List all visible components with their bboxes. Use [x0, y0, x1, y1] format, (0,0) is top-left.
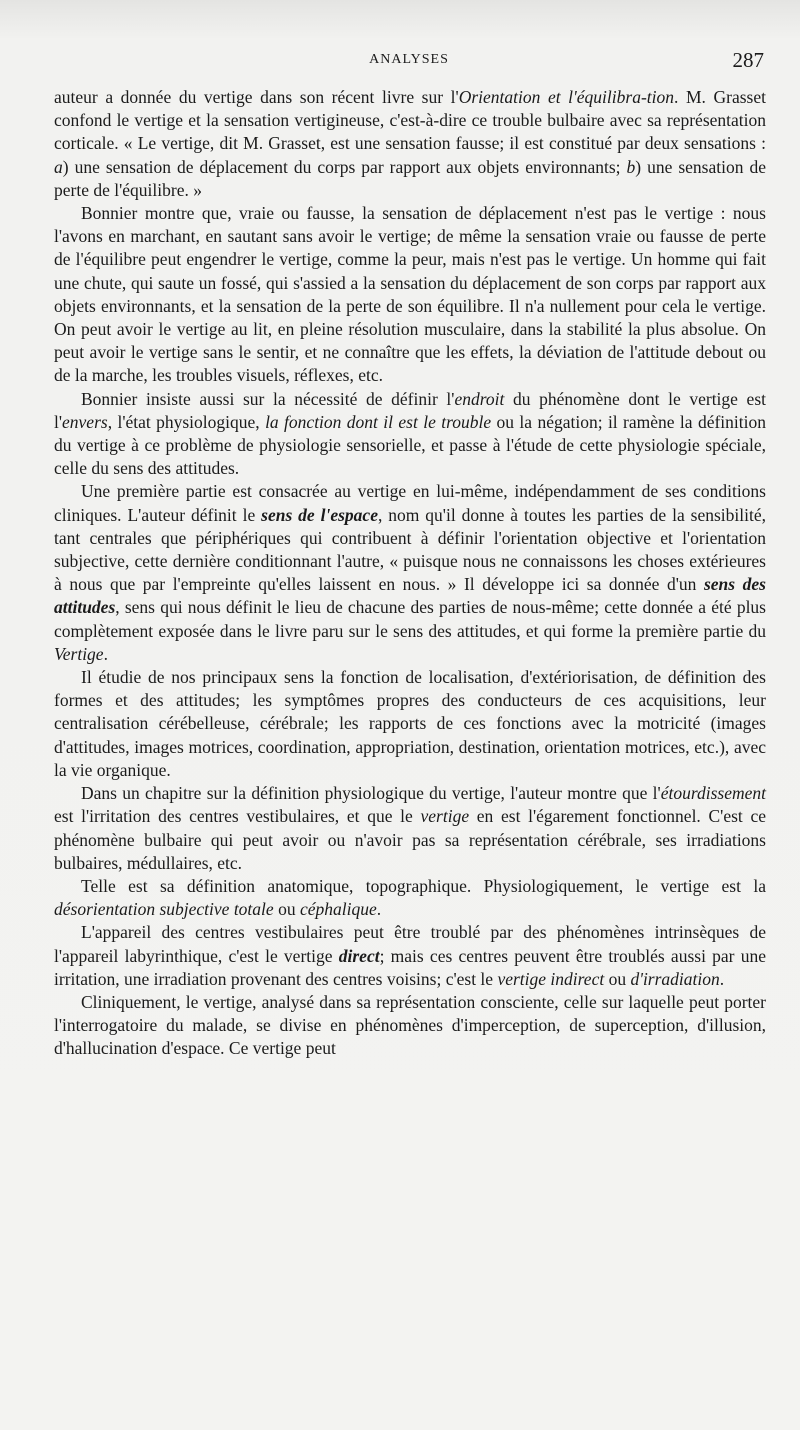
paragraph — [54, 86, 766, 202]
emphasis-italic: a — [54, 156, 63, 177]
emphasis-italic: vertige — [420, 806, 470, 827]
emphasis-italic: la fonction dont il est le trouble — [265, 411, 492, 432]
emphasis-bold-italic: direct — [338, 945, 380, 966]
text-run: Il étudie de nos principaux sens la fonction de localisation, d'extériorisation, de définition des formes et des attitudes; les symptômes propres des conducteurs de ces acquisitions, leur centralisation cérébelleuse, cérébrale; les rapports de ces fonctions avec la motricité (images d'attitudes, images motrices, coordination, appropriation, destination, orientation motrices, etc.), avec la vie organique. — [54, 667, 766, 780]
paragraph — [54, 782, 766, 875]
text-run: , nom qu'il donne à toutes les parties de la sensibilité, tant centrales que périphériques qui contribuent à définir l'orientation objective et l'orientation subjective, cette dernière conditionnant l'autre, « puisque nous ne connaissons les choses extérieures à nous que par l'empreinte qu'elles laissent en nous. » Il développe ici sa donnée d'un — [54, 504, 766, 595]
text-run: Dans un chapitre sur la définition physiologique du vertige, l'auteur montre que l' — [81, 783, 661, 804]
text-run: ou la négation; il ramène la définition du vertige à ce problème de physiologie sensorielle, et passe à l'étude de cette physiologie spéciale, celle du sens des attitudes. — [54, 411, 766, 479]
text-run: , sens qui nous définit le lieu de chacune des parties de nous-même; cette donnée a été plus complètement exposée dans le livre paru sur le sens des attitudes, et qui forme la première partie du — [54, 597, 766, 641]
paragraph — [54, 480, 766, 666]
emphasis-italic: Orientation et l'équilibra-tion — [458, 87, 674, 107]
paragraph — [54, 666, 766, 782]
text-run: en est l'égarement fonctionnel. C'est ce phénomène bulbaire qui peut avoir ou n'avoir pas sa représentation cérébrale, ses irradiations bulbaires, médullaires, etc. — [54, 806, 766, 873]
paragraph — [54, 388, 766, 481]
text-run: . M. Grasset confond le vertige et la sensation vertigineuse, c'est-à-dire ce trouble bulbaire avec sa représentation corticale. « Le vertige, dit M. Grasset, est une sensation fausse; il est constitué par deux sensations : — [54, 87, 766, 154]
paragraph — [54, 875, 766, 921]
emphasis-bold-italic: sens des attitudes — [54, 574, 766, 618]
text-run: . — [719, 968, 725, 989]
paragraph — [54, 202, 766, 388]
article-body — [54, 86, 766, 1061]
emphasis-italic: vertige indirect — [497, 968, 605, 989]
text-run: Telle est sa définition anatomique, topographique. Physiologiquement, le vertige est la — [81, 875, 766, 896]
text-run: Bonnier montre que, vraie ou fausse, la sensation de déplacement n'est pas le vertige : nous l'avons en marchant, en sautant sans avoir le vertige; de même la sensation vraie ou fausse de perte de l'équilibre peut engendrer le vertige, comme la peur, mais n'est pas le vertige. Un homme qui fait une chute, qui saute un fossé, qui s'assied a la sensation du déplacement de son corps par rapport aux objets environnants, et la sensation de la perte de son équilibre. Il n'a nullement pour cela le vertige. On peut avoir le vertige au lit, en pleine résolution musculaire, dans la stabilité la plus absolue. On peut avoir le vertige sans le sentir, et ne connaître que les effets, la déviation de l'attitude debout ou de la marche, les troubles visuels, réflexes, etc. — [54, 203, 766, 386]
paragraph — [54, 921, 766, 991]
emphasis-italic: envers — [62, 411, 108, 432]
text-run: Bonnier insiste aussi sur la nécessité de définir l' — [81, 388, 455, 409]
running-title: ANALYSES — [369, 52, 449, 67]
text-run: du phénomène dont le vertige est l' — [54, 388, 766, 432]
text-run: ou — [604, 968, 631, 989]
emphasis-italic: d'irradiation — [630, 968, 720, 989]
text-run: auteur a donnée du vertige dans son récent livre sur l' — [54, 87, 459, 107]
page-header — [54, 48, 764, 80]
emphasis-italic: b — [626, 156, 636, 177]
page-number: 287 — [732, 48, 764, 72]
text-run: est l'irritation des centres vestibulaires, et que le — [54, 806, 421, 827]
emphasis-italic: endroit — [454, 388, 505, 409]
text-run: . — [376, 899, 382, 920]
paragraph — [54, 991, 766, 1061]
emphasis-bold-italic: sens de l'espace — [261, 504, 378, 525]
emphasis-italic: Vertige — [54, 643, 104, 664]
text-run: Une première partie est consacrée au vertige en lui-même, indépendamment de ses conditions cliniques. L'auteur définit le — [54, 481, 766, 525]
text-run: Cliniquement, le vertige, analysé dans sa représentation consciente, celle sur laquelle peut porter l'interrogatoire du malade, se divise en phénomènes d'imperception, de superception, d'illusion, d'hallucination d'espace. Ce vertige peut — [54, 991, 766, 1059]
text-run: , l'état physiologique, — [107, 411, 266, 432]
text-run: ) une sensation de déplacement du corps par rapport aux objets environnants; — [62, 156, 627, 177]
emphasis-italic: céphalique — [299, 899, 377, 920]
emphasis-italic: étourdissement — [660, 783, 766, 804]
emphasis-italic: désorientation subjective totale — [54, 899, 274, 920]
text-run: ) une sensation de perte de l'équilibre. » — [54, 156, 767, 200]
text-run: ou — [273, 899, 300, 920]
text-run: L'appareil des centres vestibulaires peut être troublé par des phénomènes intrinsèques de l'appareil labyrinthique, c'est le vertige — [54, 922, 766, 966]
text-run: . — [103, 643, 108, 664]
text-run: ; mais ces centres peuvent être troublés aussi par une irritation, une irradiation provenant des centres voisins; c'est le — [54, 945, 766, 989]
